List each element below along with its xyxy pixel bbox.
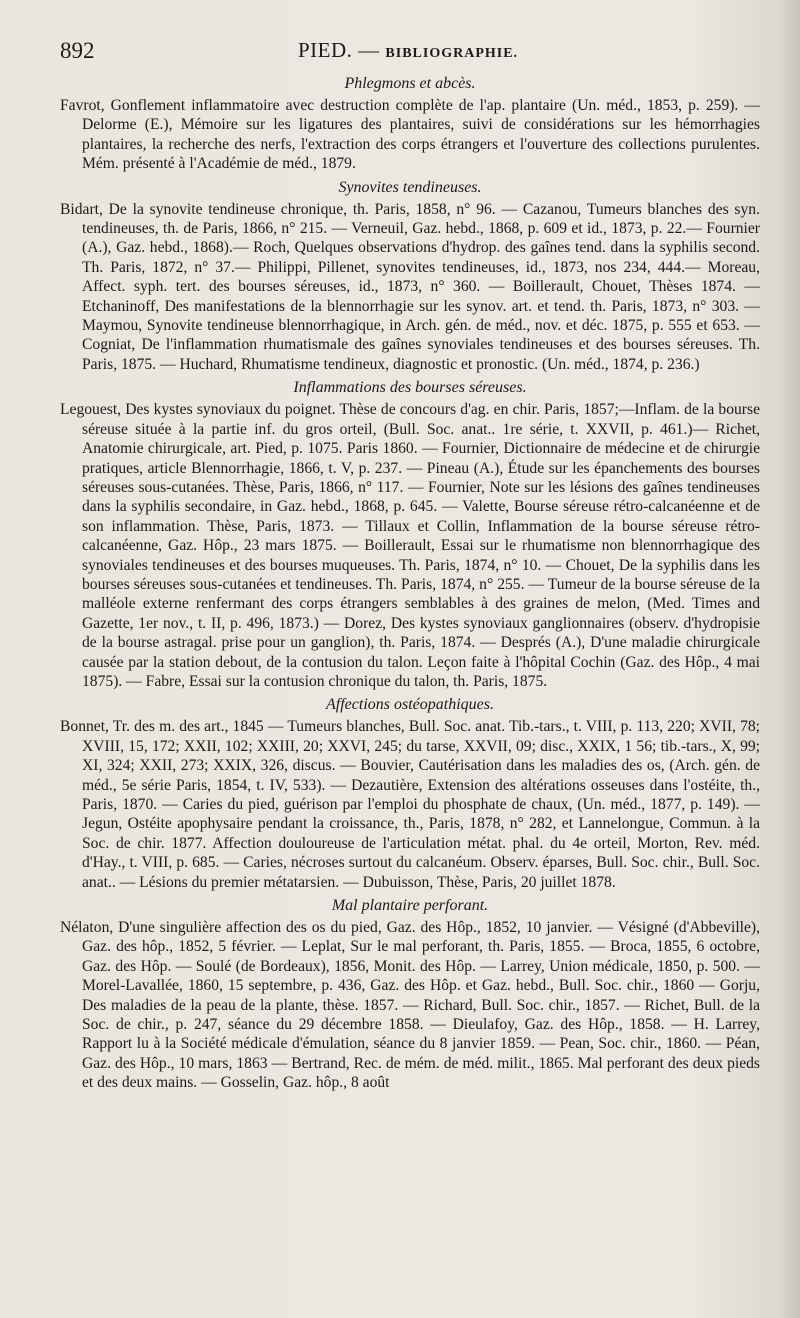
section-title-bourses-sereuses: Inflammations des bourses séreuses. [293,379,527,397]
section-body-mal-perforant: Nélaton, D'une singulière affection des os du pied, Gaz. des Hôp., 1852, 10 janvier. — Vésigné (d'Abbeville), Gaz. des hôp., 1852, 5 février. — Leplat, Sur le mal perforant, th. Paris, 1855. — Broca, 1855, 6 octobre, Gaz. des Hôp. — Soulé (de Bordeaux), 1856, Monit. des Hôp. — Larrey, Union médicale, 1850, p. 500. — Morel-Lavallée, 1860, 15 septembre, p. 436, Gaz. des Hôp. et Gaz. hebd., Bull. Soc. chir., 1860 — Gorju, Des maladies de la peau de la plante, thèse. 1857. — Richard, Bull. Soc. chir., 1857. — Richet, Bull. de la Soc. de chir., p. 247, séance du 29 décembre 1858. — Dieulafoy, Gaz. des Hôp., 1858. — H. Larrey, Rapport lu à la Société médicale d'émulation, séance du 8 janvier 1859. — Pean, Soc. chir., 1860. — Péan, Gaz. des Hôp., 10 mars, 1863 — Bertrand, Rec. de mém. de méd. milit., 1865. Mal perforant des deux pieds et des deux mains. — Gosselin, Gaz. hôp., 8 août [60,919,760,1092]
running-head-subtitle: BIBLIOGRAPHIE. [385,46,519,61]
running-head-title: PIED. — [298,38,380,62]
section-title-phlegmons: Phlegmons et abcès. [344,75,476,92]
section-body-bourses-sereuses: Legouest, Des kystes synoviaux du poignet. Thèse de concours d'ag. en chir. Paris, 1857;—Inflam. de la bourse séreuse située à la partie inf. du gros orteil, (Bull. Soc. anat.. 1re série, t. XXVII, p. 461.)— Richet, Anatomie chirurgicale, art. Pied, p. 1075. Paris 1860. — Fournier, Dictionnaire de médecine et de chirurgie pratiques, article Blennorrhagie, 1866, t. V, p. 237. — Pineau (A.), Étude sur les épanchements des bourses séreuses sous-cutanées. Thèse, Paris, 1866, n° 117. — Fournier, Note sur les lésions des gaînes tendineuses dans la syphilis secondaire, in Gaz. hebd., 1868, p. 645. — Valette, Bourse séreuse rétro-calcanéenne et de son inflammation. Thèse, Paris, 1873. — Tillaux et Collin, Inflammation de la bourse séreuse rétro-calcanéenne, Gaz. Hôp., 23 mars 1875. — Boillerault, Essai sur le rhumatisme non blennorrhagique des synoviales tendineuses et des bourses muqueuses. Th. Paris, 1874, n° 10. — Chouet, De la syphilis dans les bourses séreuses sous-cutanées et tendineuses. Th. Paris, 1874, n° 255. — Tumeur de la bourse séreuse de la malléole externe renfermant des corps étrangers semblables à des graines de melon, (Med. Times and Gazette, 1er nov., t. II, p. 496, 1873.) — Dorez, Des kystes synoviaux ganglionnaires (observ. d'hydropisie de la bourse astragal. prise pour un ganglion), th. Paris, 1874. — Després (A.), D'une maladie chirurgicale causée par la station debout, de la contusion du talon. Leçon faite à l'hôpital Cochin (Gaz. des Hôp., 4 mai 1875). — Fabre, Essai sur la contusion chronique du talon, th. Paris, 1875. [60,401,760,690]
section-title-osteopathiques: Affections ostéopathiques. [326,696,494,714]
page-header [60,38,760,64]
section-title-mal-perforant: Mal plantaire perforant. [331,897,489,915]
section-body-synovites: Bidart, De la synovite tendineuse chronique, th. Paris, 1858, n° 96. — Cazanou, Tumeurs blanches des syn. tendineuses, th. de Paris, 1866, n° 215. — Verneuil, Gaz. hebd., 1868, p. 609 et id., 1873, p. 22.— Fournier (A.), Gaz. hebd., 1868).— Roch, Quelques observations d'hydrop. des gaînes tend. dans la syphilis second. Th. Paris, 1872, n° 37.— Philippi, Pillenet, synovites tendineuses, id., 1873, nos 234, 444.— Moreau, Affect. syph. tert. des bourses séreuses, id., 1873, n° 360. — Boillerault, Chouet, Thèses 1874. — Etchaninoff, Des manifestations de la blennorrhagie sur les synov. art. et tend. th. Paris, 1873, n° 303. — Maymou, Synovite tendineuse blennorrhagique, in Arch. gén. de méd., nov. et déc. 1875, p. 555 et 653. — Cogniat, De l'inflammation rhumatismale des gaînes synoviales tendineuses et des bourses séreuses. Th. Paris, 1875. — Huchard, Rhumatisme tendineux, diagnostic et pronostic. (Un. méd., 1874, p. 236.) [60,200,760,373]
page-number: 892 [60,38,95,63]
running-head [298,38,518,63]
section-body-phlegmons: Favrot, Gonflement inflammatoire avec destruction complète de l'ap. plantaire (Un. méd., 1853, p. 259). — Delorme (E.), Mémoire sur les ligatures des plantaires, suivi de considérations sur les hémorrhagies plantaires, la recherche des nerfs, l'extraction des corps étrangers et l'ouverture des collections purulentes. Mém. présenté à l'Académie de méd., 1879. [60,97,760,173]
section-body-osteopathiques: Bonnet, Tr. des m. des art., 1845 — Tumeurs blanches, Bull. Soc. anat. Tib.-tars., t. VIII, p. 113, 220; XVII, 78; XVIII, 15, 172; XXII, 102; XXIII, 20; XXVI, 245; du tarse, XXVII, 09; disc., XXIX, 1 56; tib.-tars., X, 99; XI, 324; XXII, 273; XXIX, 326, discus. — Bouvier, Cautérisation dans les maladies des os, (Arch. gén. de méd., 5e série Paris, 1854, t. IV, 533). — Dezautière, Extension des altérations osseuses dans l'ostéite, th., Paris, 1870. — Caries du pied, guérison par l'emploi du phosphate de chaux, (Un. méd., 1877, p. 149). — Jegun, Ostéite apophysaire pendant la croissance, th., Paris, 1878, n° 282, et Lannelongue, Commun. à la Soc. de chir. 1877. Affection douloureuse de l'articulation métat. phal. du 4e orteil, Morton, Rev. méd. d'Hay., t. VIII, p. 685. — Caries, nécroses surtout du calcanéum. Observ. éparses, Bull. Soc. chir., Bull. Soc. anat.. — Lésions du premier métatarsien. — Dubuisson, Thèse, Paris, 20 juillet 1878. [60,718,760,891]
section-title-synovites: Synovites tendineuses. [338,178,482,196]
page-edge-shadow [778,0,800,1318]
